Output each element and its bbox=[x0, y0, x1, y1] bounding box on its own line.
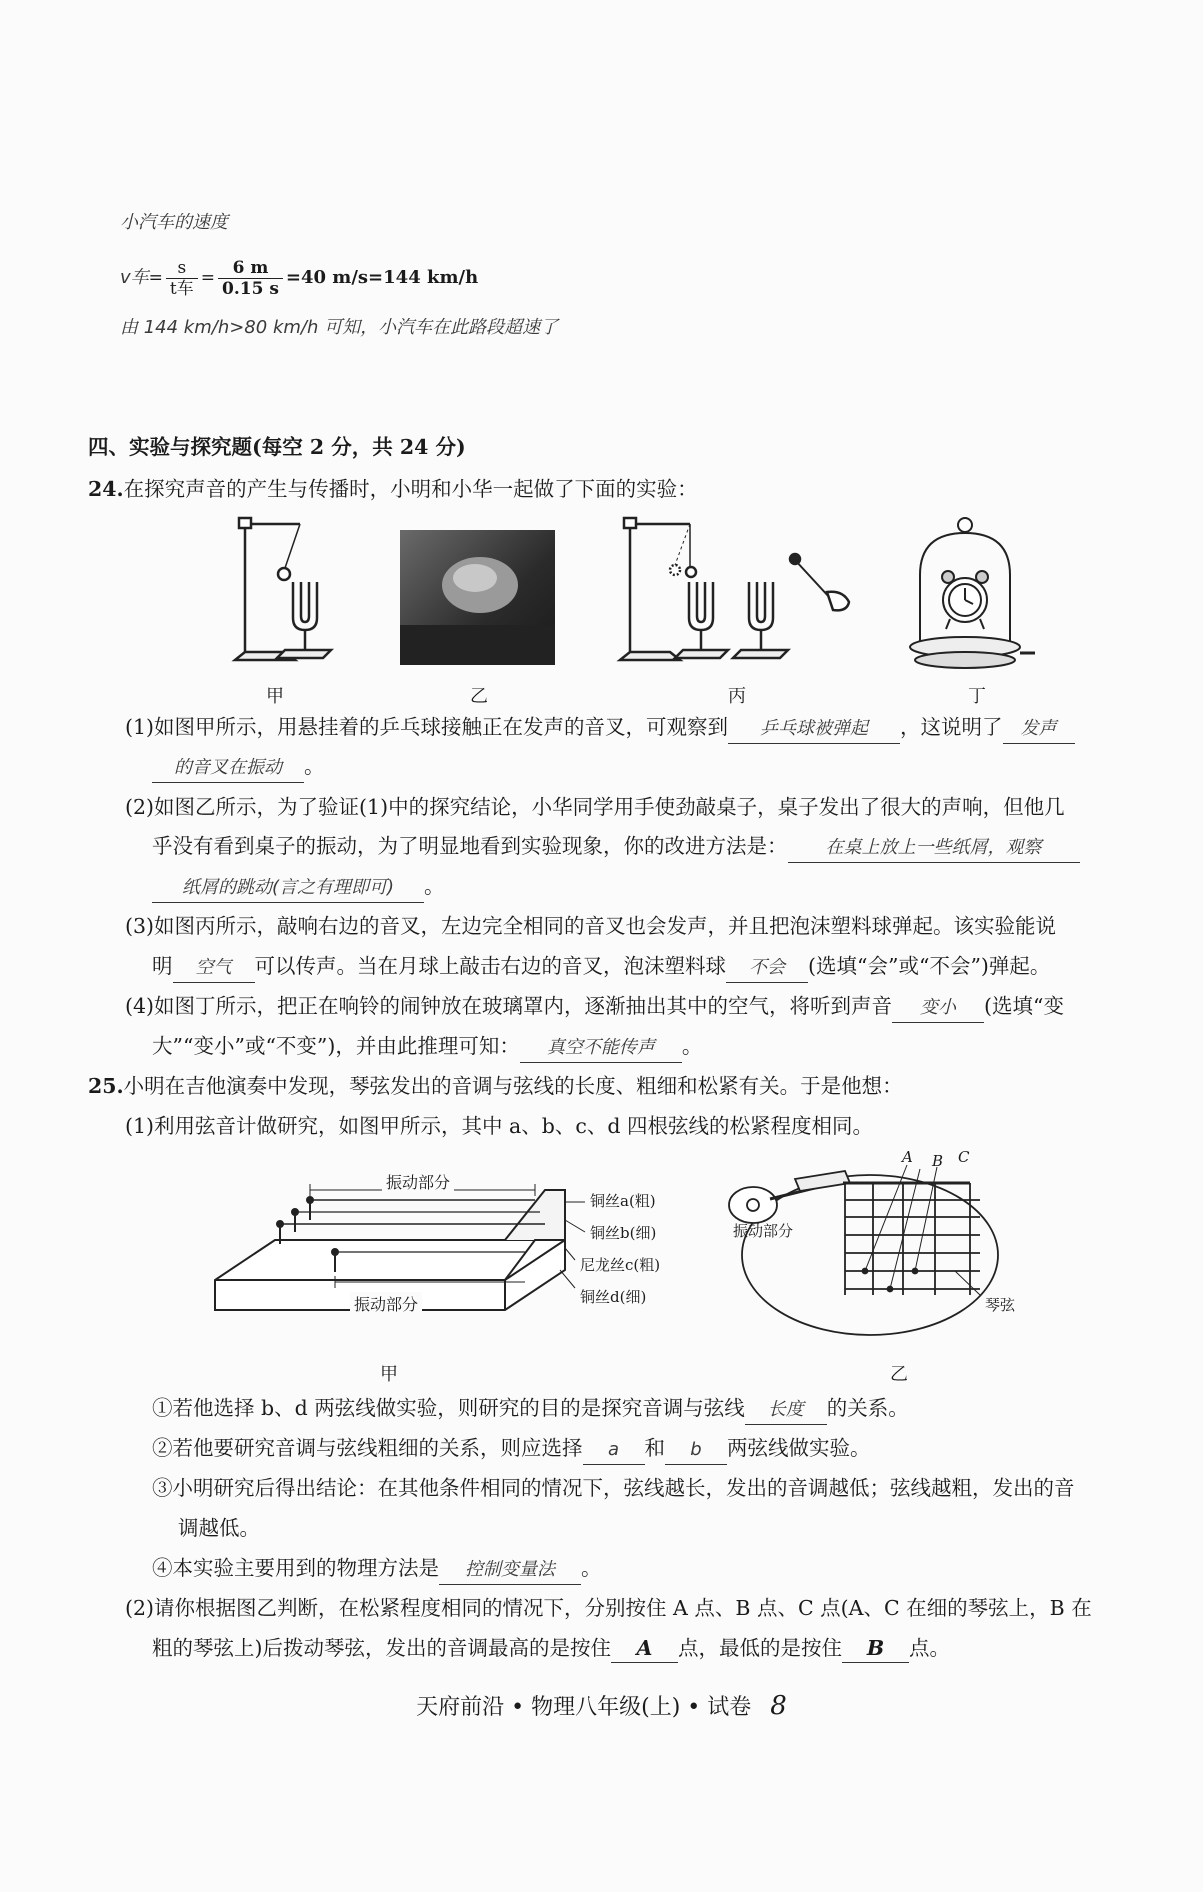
q24-part4-line2: 大”“变小”或“不变”)，并由此推理可知： 真空不能传声 。 bbox=[152, 1032, 702, 1063]
point-letter-b: B bbox=[932, 1152, 944, 1170]
footer-text: 天府前沿 • 物理八年级(上) • 试卷 bbox=[416, 1695, 752, 1720]
wire-label-b: 铜丝b(细) bbox=[590, 1224, 657, 1242]
formula-result: =40 m/s=144 km/h bbox=[285, 267, 479, 288]
sonometer-bottom-label: 振动部分 bbox=[350, 1292, 422, 1315]
point-letter-a: A bbox=[902, 1148, 913, 1166]
q25-part2-answer1: A bbox=[611, 1634, 678, 1663]
figure-yi-photo bbox=[400, 530, 555, 665]
q24-part3-answer1: 空气 bbox=[173, 954, 255, 983]
q25-part1-intro: (1)利用弦音计做研究，如图甲所示，其中 a、b、c、d 四根弦线的松紧程度相同。 bbox=[125, 1114, 874, 1138]
caption-ding: 丁 bbox=[968, 686, 986, 707]
caption-yi: 乙 bbox=[470, 686, 488, 707]
q25-item1-answer: 长度 bbox=[745, 1396, 827, 1425]
wire-label-a: 铜丝a(粗) bbox=[590, 1192, 656, 1210]
q25-item2: ②若他要研究音调与弦线粗细的关系，则应选择 a 和 b 两弦线做实验。 bbox=[152, 1434, 871, 1465]
hand-knock-image bbox=[400, 530, 555, 665]
q24-part2-line2: 乎没有看到桌子的振动，为了明显地看到实验现象，你的改进方法是： 在桌上放上一些纸屑，观察 bbox=[152, 832, 1080, 863]
q25-item2-answer2: b bbox=[665, 1436, 727, 1465]
q24-part1-answer1: 乒乓球被弹起 bbox=[728, 715, 900, 744]
q25-item2-answer1: a bbox=[583, 1436, 645, 1465]
page-number: 8 bbox=[770, 1691, 787, 1721]
guitar-string-label: 琴弦 bbox=[985, 1296, 1016, 1314]
q24-number: 24. bbox=[88, 477, 124, 501]
q25-part2-line2: 粗的琴弦上)后拨动琴弦，发出的音调最高的是按住 A 点，最低的是按住 B 点。 bbox=[152, 1634, 950, 1663]
fraction-s-over-t: $\frac{s}{\text{t车}}$ bbox=[166, 258, 198, 299]
q25-stem: 25.小明在吉他演奏中发现，琴弦发出的音调与弦线的长度、粗细和松紧有关。于是他想： bbox=[88, 1074, 903, 1098]
q25-part2-answer2: B bbox=[842, 1634, 909, 1663]
q24-part2-line3: 纸屑的跳动(言之有理即可) 。 bbox=[152, 872, 445, 903]
q24-part3-line2: 明 空气 可以传声。当在月球上敲击右边的音叉，泡沫塑料球 不会 (选填“会”或“不会”)弹起。 bbox=[152, 952, 1050, 983]
section-title: 四、实验与探究题(每空 2 分，共 24 分) bbox=[88, 435, 466, 459]
q24-part1-line2: 的音叉在振动 。 bbox=[152, 752, 325, 783]
q24-part3-answer2: 不会 bbox=[726, 954, 808, 983]
q25-part2-line1: (2)请你根据图乙判断，在松紧程度相同的情况下，分别按住 A 点、B 点、C 点(A、C 在细的琴弦上，B 在 bbox=[125, 1596, 1092, 1620]
q25-item1: ①若他选择 b、d 两弦线做实验，则研究的目的是探究音调与弦线 长度 的关系。 bbox=[152, 1394, 909, 1425]
velocity-symbol: v车 bbox=[120, 267, 149, 288]
figure-ding bbox=[910, 515, 1050, 685]
figure-jia bbox=[205, 510, 405, 680]
figure-bing bbox=[615, 510, 875, 680]
q24-part1-answer2b: 的音叉在振动 bbox=[152, 754, 304, 783]
q24-part1-answer2a: 发声 bbox=[1003, 715, 1075, 744]
q24-part4-line1: (4)如图丁所示，把正在响铃的闹钟放在玻璃罩内，逐渐抽出其中的空气，将听到声音 变小 (选填“变 bbox=[125, 992, 1064, 1023]
caption-bing: 丙 bbox=[728, 686, 746, 707]
caption-jia: 甲 bbox=[266, 686, 284, 707]
q24-part2-line1: (2)如图乙所示，为了验证(1)中的探究结论，小华同学用手使劲敲桌子，桌子发出了很大的声响，但他几 bbox=[125, 795, 1065, 819]
point-letter-c: C bbox=[958, 1148, 970, 1166]
wire-label-d: 铜丝d(细) bbox=[580, 1288, 647, 1306]
q24-part4-answer1: 变小 bbox=[892, 994, 984, 1023]
q24-part3-line1: (3)如图丙所示，敲响右边的音叉，左边完全相同的音叉也会发声，并且把泡沫塑料球弹起。该实验能说 bbox=[125, 914, 1057, 938]
figure-guitar bbox=[715, 1155, 1015, 1345]
q25-item4: ④本实验主要用到的物理方法是 控制变量法 。 bbox=[152, 1554, 602, 1585]
q24-part2-answer-a: 在桌上放上一些纸屑，观察 bbox=[788, 834, 1080, 863]
q25-item3-line2: 调越低。 bbox=[178, 1516, 260, 1540]
fraction-values: $\frac{6 m}{0.15 s}$ bbox=[218, 258, 283, 299]
guitar-vibrating-label: 振动部分 bbox=[733, 1222, 794, 1240]
caption-guitar: 乙 bbox=[890, 1364, 908, 1385]
q24-part1-line1: (1)如图甲所示，用悬挂着的乒乓球接触正在发声的音叉，可观察到 乒乓球被弹起 ，这说明了 发声 bbox=[125, 713, 1075, 744]
q25-number: 25. bbox=[88, 1074, 124, 1098]
wire-label-c: 尼龙丝c(粗) bbox=[580, 1256, 661, 1274]
solution-line-1: 小汽车的速度 bbox=[120, 212, 228, 233]
q24-part4-answer2: 真空不能传声 bbox=[520, 1034, 682, 1063]
solution-formula: v车= $\frac{s}{\text{t车}}$ = $\frac{6 m}{0.15 s}$ =40 m/s=144 km/h bbox=[120, 258, 479, 299]
solution-line-3: 由 144 km/h>80 km/h 可知，小汽车在此路段超速了 bbox=[120, 317, 559, 338]
q25-item3-line1: ③小明研究后得出结论：在其他条件相同的情况下，弦线越长，发出的音调越低；弦线越粗，发出的音 bbox=[152, 1476, 1075, 1500]
caption-sonometer: 甲 bbox=[380, 1364, 398, 1385]
sonometer-top-label: 振动部分 bbox=[382, 1170, 454, 1193]
q24-stem: 24.在探究声音的产生与传播时，小明和小华一起做了下面的实验： bbox=[88, 477, 698, 501]
q25-item4-answer: 控制变量法 bbox=[439, 1556, 581, 1585]
q24-part2-answer-b: 纸屑的跳动(言之有理即可) bbox=[152, 874, 424, 903]
page-footer bbox=[0, 1690, 1203, 1721]
